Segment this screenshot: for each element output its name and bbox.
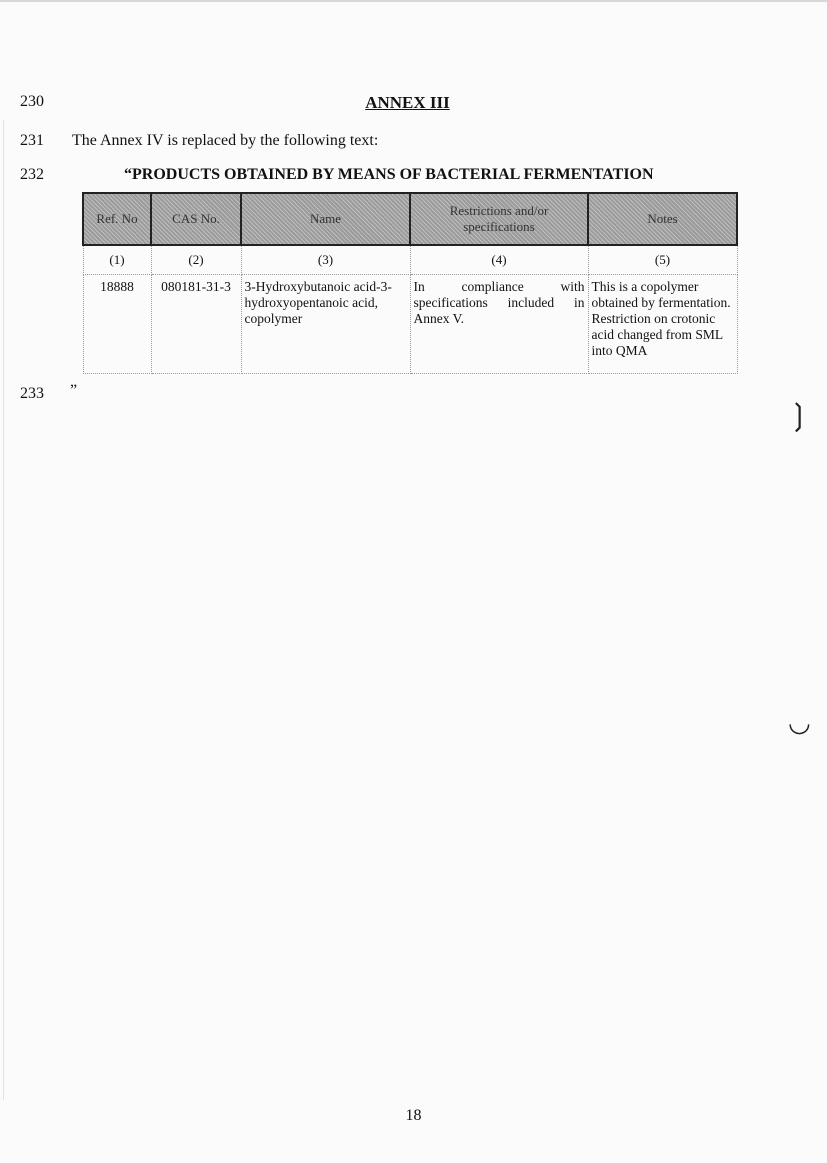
annex-title-text: ANNEX III <box>365 93 450 112</box>
column-number-row <box>83 245 737 275</box>
header-notes: Notes <box>588 193 737 245</box>
line-number-233: 233 <box>20 385 44 402</box>
annex-title <box>0 93 827 113</box>
cell-restrictions: In compliance with specifications included in Annex V. <box>410 275 588 374</box>
table-header-row <box>83 193 737 245</box>
column-number: (4) <box>410 245 588 275</box>
column-number: (2) <box>151 245 241 275</box>
scan-edge-line <box>0 0 827 2</box>
header-restrictions: Restrictions and/or specifications <box>410 193 588 245</box>
substances-table <box>82 192 738 374</box>
header-name: Name <box>241 193 410 245</box>
column-number: (5) <box>588 245 737 275</box>
scan-margin-line <box>3 120 4 1100</box>
line-number-232: 232 <box>20 166 44 183</box>
intro-text: The Annex IV is replaced by the following text: <box>72 132 379 149</box>
binder-hole-mark-icon: ◡ <box>788 708 811 738</box>
header-cas-no: CAS No. <box>151 193 241 245</box>
column-number: (1) <box>83 245 151 275</box>
cell-notes: This is a copolymer obtained by fermentation. Restriction on crotonic acid changed from SML into QMA <box>588 275 737 374</box>
closing-quote: ” <box>70 382 78 399</box>
cell-cas-no: 080181-31-3 <box>151 275 241 374</box>
line-number-231: 231 <box>20 132 44 149</box>
binder-hole-mark-icon: ❳ <box>786 398 812 433</box>
page-number: 18 <box>405 1107 422 1124</box>
line-number-230: 230 <box>20 93 44 110</box>
cell-ref-no: 18888 <box>83 275 151 374</box>
column-number: (3) <box>241 245 410 275</box>
table-heading: “PRODUCTS OBTAINED BY MEANS OF BACTERIAL FERMENTATION <box>124 166 654 183</box>
table-row <box>83 275 737 374</box>
header-ref-no: Ref. No <box>83 193 151 245</box>
cell-name: 3-Hydroxybutanoic acid-3-hydroxyopentanoic acid, copolymer <box>241 275 410 374</box>
